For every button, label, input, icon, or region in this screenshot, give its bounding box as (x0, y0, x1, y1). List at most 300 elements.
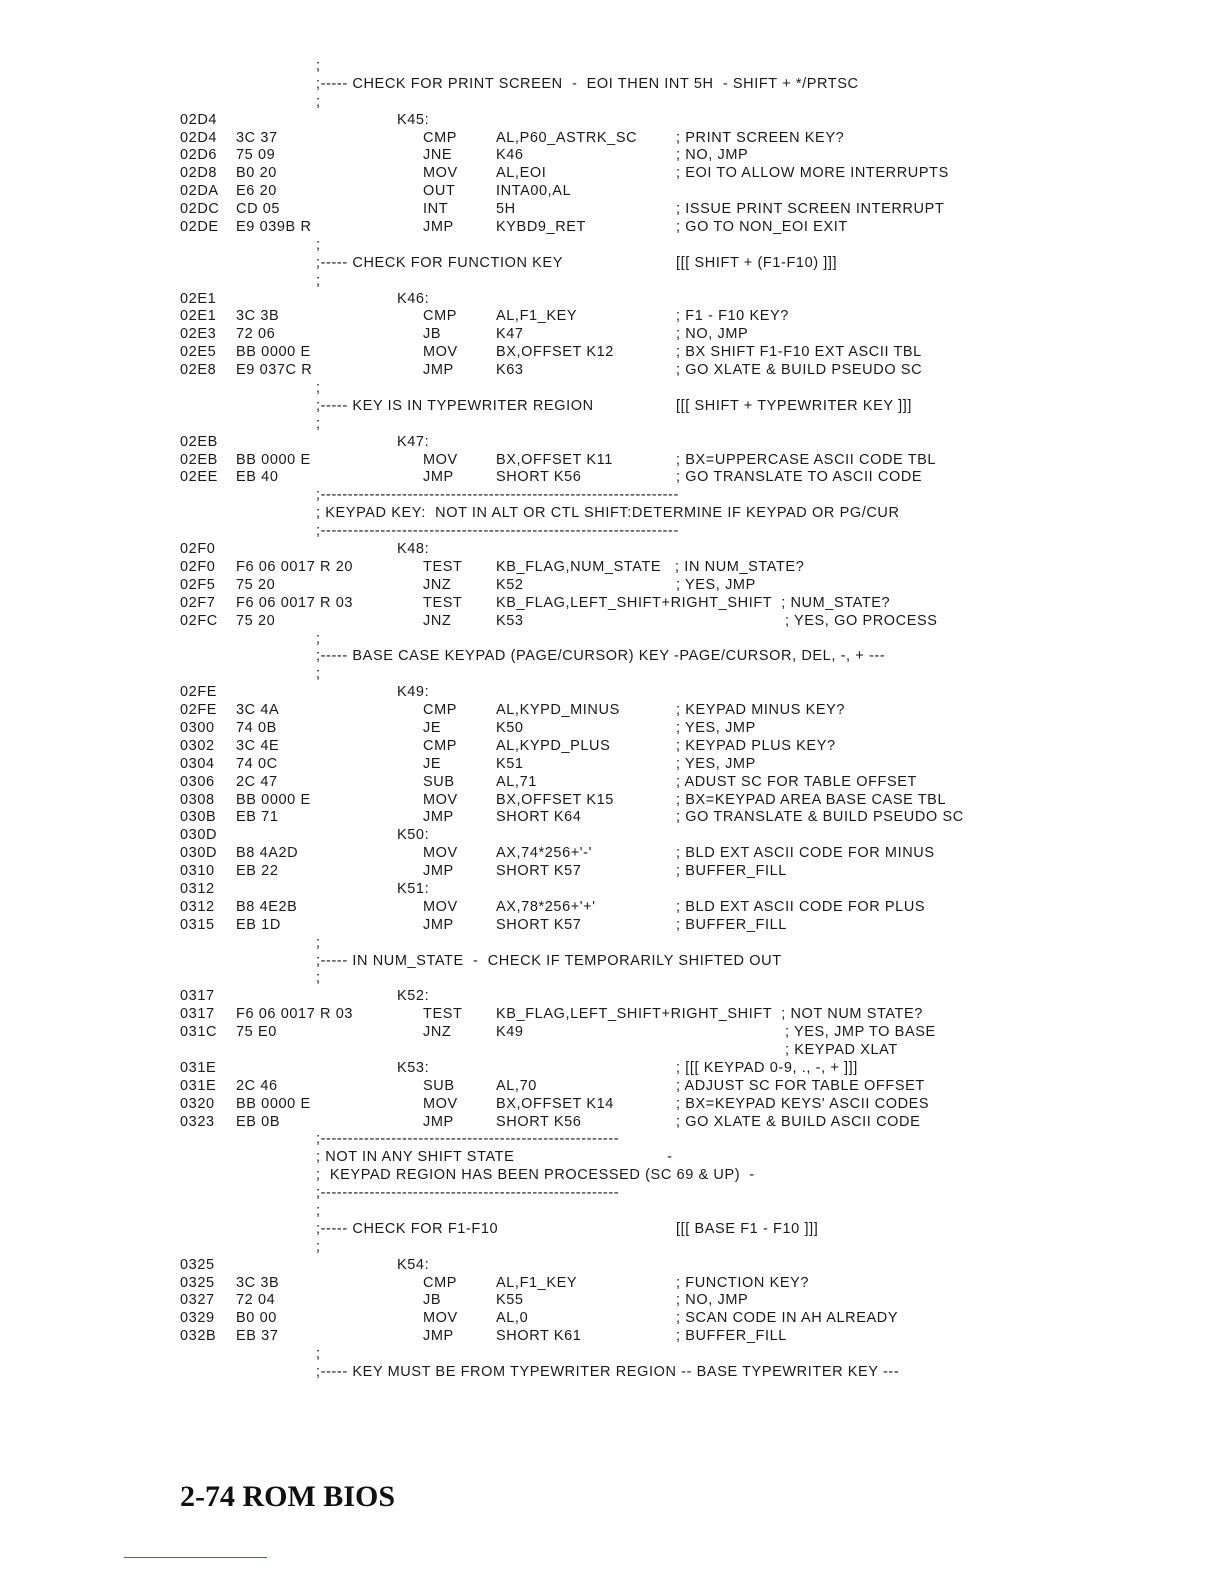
line-section-comment: ;----- KEY IS IN TYPEWRITER REGION (316, 397, 594, 414)
line-section-comment: ; KEYPAD REGION HAS BEEN PROCESSED (SC 69 & UP) - (316, 1167, 755, 1184)
line-section-comment: ;----- KEY MUST BE FROM TYPEWRITER REGION -- BASE TYPEWRITER KEY --- (316, 1364, 900, 1381)
listing-line (0, 58, 1224, 76)
line-address: 02D4 (180, 129, 218, 146)
line-object-code: F6 06 0017 R 20 (236, 558, 354, 575)
listing-line (0, 702, 1224, 720)
listing-line (0, 94, 1224, 112)
line-section-comment: ;------------------------------------------------------- (316, 1185, 620, 1202)
line-section-comment: ; (316, 58, 321, 74)
line-object-code: E9 037C R (236, 362, 313, 379)
line-address: 0302 (180, 737, 215, 754)
listing-line (0, 863, 1224, 881)
listing-line (0, 1078, 1224, 1096)
listing-line (0, 505, 1224, 523)
line-object-code: 75 20 (236, 576, 276, 593)
line-comment: ; FUNCTION KEY? (676, 1274, 810, 1291)
line-section-comment: ;------------------------------------------------------------------ (316, 487, 679, 504)
line-address: 02F0 (180, 558, 216, 575)
line-operand: BX,OFFSET K11 (496, 451, 613, 468)
line-opcode: SUB (423, 1077, 455, 1094)
line-operand: AL,KYPD_PLUS (496, 737, 611, 754)
listing-line (0, 201, 1224, 219)
listing-line (0, 1114, 1224, 1132)
line-address: 030D (180, 827, 218, 844)
line-object-code: 72 06 (236, 326, 276, 343)
line-opcode: JNZ (423, 1024, 452, 1041)
listing-line (0, 1096, 1224, 1114)
line-comment: ; BUFFER_FILL (676, 863, 787, 880)
line-operand: AL,KYPD_MINUS (496, 702, 620, 719)
line-address: 0325 (180, 1256, 215, 1273)
line-object-code: B0 00 (236, 1310, 277, 1327)
line-operand: KB_FLAG,NUM_STATE ; IN NUM_STATE? (496, 558, 805, 575)
listing-line (0, 1364, 1224, 1382)
line-object-code: 2C 47 (236, 773, 278, 790)
listing-line (0, 1257, 1224, 1275)
listing-line (0, 344, 1224, 362)
line-comment: ; BUFFER_FILL (676, 1328, 787, 1345)
assembly-listing (0, 58, 1224, 1382)
line-section-comment: ; KEYPAD KEY: NOT IN ALT OR CTL SHIFT:DETERMINE IF KEYPAD OR PG/CUR (316, 505, 900, 522)
line-section-comment: ; (316, 272, 321, 289)
line-comment: ; ISSUE PRINT SCREEN INTERRUPT (676, 201, 945, 218)
line-label: K53: (397, 1059, 430, 1076)
line-object-code: 3C 3B (236, 1274, 280, 1291)
line-comment: ; GO TRANSLATE & BUILD PSEUDO SC (676, 809, 964, 826)
listing-line (0, 541, 1224, 559)
listing-line (0, 1042, 1224, 1060)
line-operand: BX,OFFSET K15 (496, 791, 614, 808)
listing-line (0, 1292, 1224, 1310)
line-operand: 5H (496, 201, 516, 218)
line-object-code: CD 05 (236, 201, 281, 218)
line-comment: ; BLD EXT ASCII CODE FOR PLUS (676, 898, 926, 915)
line-comment: ; NO, JMP (676, 1292, 749, 1309)
listing-line (0, 291, 1224, 309)
line-operand: SHORT K56 (496, 469, 582, 486)
line-address: 0329 (180, 1310, 215, 1327)
line-opcode: MOV (423, 1310, 458, 1327)
line-address: 02E1 (180, 308, 217, 325)
line-object-code: 2C 46 (236, 1077, 278, 1094)
listing-line (0, 666, 1224, 684)
line-section-comment: ; (316, 666, 321, 683)
listing-line (0, 130, 1224, 148)
line-opcode: JMP (423, 863, 454, 880)
line-comment: ; EOI TO ALLOW MORE INTERRUPTS (676, 165, 949, 182)
listing-line (0, 1185, 1224, 1203)
listing-line (0, 1310, 1224, 1328)
line-comment: ; YES, JMP (676, 576, 756, 593)
listing-line (0, 917, 1224, 935)
line-operand: SHORT K64 (496, 809, 582, 826)
line-comment: ; ADUST SC FOR TABLE OFFSET (676, 773, 917, 790)
line-opcode: JMP (423, 916, 454, 933)
line-opcode: SUB (423, 773, 455, 790)
line-address: 0315 (180, 916, 215, 933)
line-comment: ; GO XLATE & BUILD PSEUDO SC (676, 362, 923, 379)
line-object-code: BB 0000 E (236, 791, 311, 808)
line-comment: [[[ BASE F1 - F10 ]]] (676, 1220, 819, 1237)
line-opcode: JE (423, 755, 442, 772)
listing-line (0, 487, 1224, 505)
footer-rule (124, 1557, 267, 1558)
line-object-code: EB 0B (236, 1113, 281, 1130)
line-object-code: 72 04 (236, 1292, 276, 1309)
line-opcode: JMP (423, 219, 454, 236)
listing-line (0, 112, 1224, 130)
line-address: 02DE (180, 219, 219, 236)
line-section-comment: ; NOT IN ANY SHIFT STATE - (316, 1149, 673, 1166)
line-comment: ; BX=KEYPAD KEYS' ASCII CODES (676, 1095, 930, 1112)
line-address: 02E8 (180, 362, 217, 379)
line-opcode: MOV (423, 165, 458, 182)
line-label: K45: (397, 111, 430, 128)
listing-line (0, 1346, 1224, 1364)
listing-line (0, 613, 1224, 631)
line-address: 0312 (180, 898, 215, 915)
line-comment: [[[ SHIFT + (F1-F10) ]]] (676, 254, 838, 271)
line-address: 02E3 (180, 326, 217, 343)
line-opcode: MOV (423, 344, 458, 361)
line-operand: K49 (496, 1024, 524, 1041)
line-address: 0304 (180, 755, 215, 772)
line-address: 02F0 (180, 541, 216, 558)
line-object-code: EB 71 (236, 809, 279, 826)
line-address: 02EE (180, 469, 218, 486)
listing-line (0, 523, 1224, 541)
line-operand: AL,70 (496, 1077, 537, 1094)
line-comment: ; F1 - F10 KEY? (676, 308, 789, 325)
line-comment: ; [[[ KEYPAD 0-9, ., -, + ]]] (676, 1059, 858, 1076)
listing-line (0, 988, 1224, 1006)
line-address: 02FE (180, 702, 218, 719)
listing-line (0, 935, 1224, 953)
line-label: K49: (397, 684, 430, 701)
listing-line (0, 273, 1224, 291)
line-opcode: CMP (423, 702, 458, 719)
line-opcode: JNZ (423, 612, 452, 629)
line-operand: K46 (496, 147, 524, 164)
line-section-comment: ; (316, 415, 321, 432)
line-comment: ; KEYPAD MINUS KEY? (676, 702, 846, 719)
listing-line (0, 165, 1224, 183)
listing-line (0, 595, 1224, 613)
line-operand: SHORT K56 (496, 1113, 582, 1130)
line-operand: SHORT K61 (496, 1328, 582, 1345)
listing-line (0, 1006, 1224, 1024)
line-address: 02EB (180, 433, 218, 450)
line-opcode: MOV (423, 451, 458, 468)
line-address: 02D6 (180, 147, 218, 164)
line-comment: ; BX=KEYPAD AREA BASE CASE TBL (676, 791, 947, 808)
listing-line (0, 398, 1224, 416)
listing-line (0, 1167, 1224, 1185)
line-address: 02D8 (180, 165, 218, 182)
line-object-code: B8 4E2B (236, 898, 298, 915)
listing-line (0, 953, 1224, 971)
line-address: 02DA (180, 183, 219, 200)
line-operand: AL,EOI (496, 165, 547, 182)
listing-line (0, 756, 1224, 774)
line-comment: ; GO TRANSLATE TO ASCII CODE (676, 469, 923, 486)
line-address: 031E (180, 1077, 217, 1094)
line-object-code: B8 4A2D (236, 845, 299, 862)
line-label: K54: (397, 1256, 430, 1273)
line-address: 02EB (180, 451, 218, 468)
line-object-code: BB 0000 E (236, 1095, 311, 1112)
line-section-comment: ; (316, 1238, 321, 1255)
line-section-comment: ; (316, 93, 321, 110)
line-address: 0310 (180, 863, 215, 880)
line-section-comment: ; (316, 380, 321, 397)
line-address: 02DC (180, 201, 220, 218)
line-address: 02FE (180, 684, 218, 701)
line-opcode: JMP (423, 362, 454, 379)
line-operand: AL,F1_KEY (496, 308, 578, 325)
line-section-comment: ; (316, 236, 321, 253)
line-object-code: 3C 4E (236, 737, 280, 754)
listing-line (0, 434, 1224, 452)
line-operand: KB_FLAG,LEFT_SHIFT+RIGHT_SHIFT ; NOT NUM STATE? (496, 1006, 923, 1023)
line-comment: ; KEYPAD PLUS KEY? (676, 737, 836, 754)
listing-line (0, 577, 1224, 595)
line-object-code: 3C 4A (236, 702, 280, 719)
listing-line (0, 362, 1224, 380)
line-object-code: 3C 3B (236, 308, 280, 325)
listing-line (0, 416, 1224, 434)
line-opcode: JNE (423, 147, 453, 164)
line-section-comment: ; (316, 1203, 321, 1219)
line-opcode: JMP (423, 469, 454, 486)
listing-line (0, 845, 1224, 863)
line-comment-wide: ; YES, JMP TO BASE (785, 1024, 936, 1041)
line-label: K46: (397, 290, 430, 307)
line-opcode: MOV (423, 1095, 458, 1112)
line-comment-wide: ; KEYPAD XLAT (785, 1041, 898, 1058)
listing-line (0, 1221, 1224, 1239)
line-address: 030D (180, 845, 218, 862)
line-object-code: 3C 37 (236, 129, 278, 146)
line-object-code: 74 0B (236, 719, 277, 736)
line-section-comment: ; (316, 1346, 321, 1363)
listing-line (0, 380, 1224, 398)
line-operand: SHORT K57 (496, 916, 582, 933)
line-comment: ; PRINT SCREEN KEY? (676, 129, 845, 146)
line-opcode: CMP (423, 308, 458, 325)
line-opcode: JB (423, 326, 442, 343)
line-label: K47: (397, 433, 430, 450)
line-address: 0327 (180, 1292, 215, 1309)
line-opcode: JE (423, 719, 442, 736)
line-section-comment: ; (316, 934, 321, 951)
line-comment: [[[ SHIFT + TYPEWRITER KEY ]]] (676, 397, 912, 414)
line-object-code: F6 06 0017 R 03 (236, 594, 354, 611)
line-comment: ; GO XLATE & BUILD ASCII CODE (676, 1113, 921, 1130)
line-address: 0308 (180, 791, 215, 808)
line-label: K50: (397, 827, 430, 844)
line-address: 030B (180, 809, 217, 826)
line-opcode: TEST (423, 558, 463, 575)
listing-line (0, 76, 1224, 94)
line-opcode: JB (423, 1292, 442, 1309)
line-object-code: EB 1D (236, 916, 281, 933)
listing-line (0, 1024, 1224, 1042)
line-operand: AL,P60_ASTRK_SC (496, 129, 638, 146)
line-address: 0323 (180, 1113, 215, 1130)
listing-line (0, 219, 1224, 237)
line-operand: K55 (496, 1292, 524, 1309)
line-section-comment: ;----- CHECK FOR PRINT SCREEN - EOI THEN INT 5H - SHIFT + */PRTSC (316, 75, 859, 92)
listing-line (0, 308, 1224, 326)
line-operand: AX,78*256+'+' (496, 898, 596, 915)
listing-line (0, 827, 1224, 845)
line-object-code: EB 22 (236, 863, 279, 880)
line-operand: KB_FLAG,LEFT_SHIFT+RIGHT_SHIFT ; NUM_STATE? (496, 594, 891, 611)
line-object-code: BB 0000 E (236, 451, 311, 468)
line-address: 0300 (180, 719, 215, 736)
listing-line (0, 469, 1224, 487)
line-section-comment: ; (316, 970, 321, 987)
listing-line (0, 1060, 1224, 1078)
line-opcode: JMP (423, 809, 454, 826)
line-section-comment: ;----- CHECK FOR F1-F10 (316, 1220, 499, 1237)
listing-line (0, 720, 1224, 738)
listing-line (0, 970, 1224, 988)
line-address: 031C (180, 1024, 218, 1041)
line-section-comment: ;----- CHECK FOR FUNCTION KEY (316, 254, 563, 271)
line-object-code: BB 0000 E (236, 344, 311, 361)
listing-line (0, 631, 1224, 649)
line-comment: ; BX SHIFT F1-F10 EXT ASCII TBL (676, 344, 922, 361)
listing-line (0, 899, 1224, 917)
line-section-comment: ;------------------------------------------------------------------ (316, 523, 679, 540)
line-address: 02E5 (180, 344, 217, 361)
line-section-comment: ;----- IN NUM_STATE - CHECK IF TEMPORARILY SHIFTED OUT (316, 952, 782, 969)
line-object-code: E9 039B R (236, 219, 312, 236)
line-object-code: F6 06 0017 R 03 (236, 1006, 354, 1023)
line-object-code: EB 40 (236, 469, 279, 486)
listing-line (0, 1239, 1224, 1257)
listing-line (0, 684, 1224, 702)
line-comment: ; YES, JMP (676, 719, 756, 736)
line-object-code: E6 20 (236, 183, 277, 200)
listing-line (0, 559, 1224, 577)
line-operand: K53 (496, 612, 524, 629)
line-comment: ; NO, JMP (676, 147, 749, 164)
line-operand: KYBD9_RET (496, 219, 587, 236)
line-object-code: B0 20 (236, 165, 277, 182)
listing-line (0, 237, 1224, 255)
line-address: 02F7 (180, 594, 216, 611)
line-opcode: TEST (423, 594, 463, 611)
listing-line (0, 147, 1224, 165)
line-address: 0320 (180, 1095, 215, 1112)
line-opcode: CMP (423, 129, 458, 146)
line-opcode: TEST (423, 1006, 463, 1023)
line-comment: ; NO, JMP (676, 326, 749, 343)
line-operand: K51 (496, 755, 524, 772)
line-operand: SHORT K57 (496, 863, 582, 880)
line-opcode: CMP (423, 1274, 458, 1291)
line-section-comment: ;----- BASE CASE KEYPAD (PAGE/CURSOR) KEY -PAGE/CURSOR, DEL, -, + --- (316, 648, 886, 665)
listing-line (0, 452, 1224, 470)
line-operand: K47 (496, 326, 524, 343)
line-comment: ; YES, JMP (676, 755, 756, 772)
line-address: 032B (180, 1328, 217, 1345)
listing-line (0, 1131, 1224, 1149)
line-object-code: 75 20 (236, 612, 276, 629)
line-opcode: MOV (423, 845, 458, 862)
listing-line (0, 1203, 1224, 1221)
line-operand: K50 (496, 719, 524, 736)
listing-line (0, 183, 1224, 201)
line-operand: AL,71 (496, 773, 537, 790)
line-address: 0306 (180, 773, 215, 790)
line-comment: ; GO TO NON_EOI EXIT (676, 219, 848, 236)
line-address: 02FC (180, 612, 218, 629)
line-opcode: JMP (423, 1328, 454, 1345)
line-address: 0312 (180, 880, 215, 897)
line-operand: K63 (496, 362, 524, 379)
line-operand: BX,OFFSET K14 (496, 1095, 614, 1112)
line-operand: AX,74*256+'-' (496, 845, 592, 862)
listing-line (0, 1328, 1224, 1346)
listing-line (0, 1149, 1224, 1167)
line-label: K48: (397, 541, 430, 558)
listing-line (0, 255, 1224, 273)
line-address: 0317 (180, 1006, 215, 1023)
listing-line (0, 1275, 1224, 1293)
line-object-code: 74 0C (236, 755, 278, 772)
line-comment: ; BX=UPPERCASE ASCII CODE TBL (676, 451, 937, 468)
line-operand: K52 (496, 576, 524, 593)
line-label: K51: (397, 880, 430, 897)
listing-line (0, 738, 1224, 756)
listing-line (0, 326, 1224, 344)
listing-line (0, 809, 1224, 827)
line-section-comment: ; (316, 630, 321, 647)
line-address: 0325 (180, 1274, 215, 1291)
listing-line (0, 774, 1224, 792)
line-address: 02F5 (180, 576, 216, 593)
line-operand: INTA00,AL (496, 183, 572, 200)
listing-line (0, 792, 1224, 810)
line-object-code: 75 09 (236, 147, 276, 164)
line-address: 02D4 (180, 111, 218, 128)
line-opcode: JMP (423, 1113, 454, 1130)
line-opcode: MOV (423, 791, 458, 808)
line-opcode: CMP (423, 737, 458, 754)
line-opcode: OUT (423, 183, 456, 200)
line-comment: ; SCAN CODE IN AH ALREADY (676, 1310, 899, 1327)
line-address: 0317 (180, 988, 215, 1005)
listing-line (0, 881, 1224, 899)
line-comment: ; BLD EXT ASCII CODE FOR MINUS (676, 845, 935, 862)
line-operand: AL,0 (496, 1310, 529, 1327)
line-object-code: 75 E0 (236, 1024, 277, 1041)
listing-line (0, 648, 1224, 666)
line-object-code: EB 37 (236, 1328, 279, 1345)
line-opcode: MOV (423, 898, 458, 915)
line-opcode: JNZ (423, 576, 452, 593)
page-footer: 2-74 ROM BIOS (180, 1480, 396, 1513)
line-address: 031E (180, 1059, 217, 1076)
line-comment-wide: ; YES, GO PROCESS (785, 612, 938, 629)
line-label: K52: (397, 988, 430, 1005)
line-opcode: INT (423, 201, 449, 218)
line-section-comment: ;------------------------------------------------------- (316, 1131, 620, 1148)
